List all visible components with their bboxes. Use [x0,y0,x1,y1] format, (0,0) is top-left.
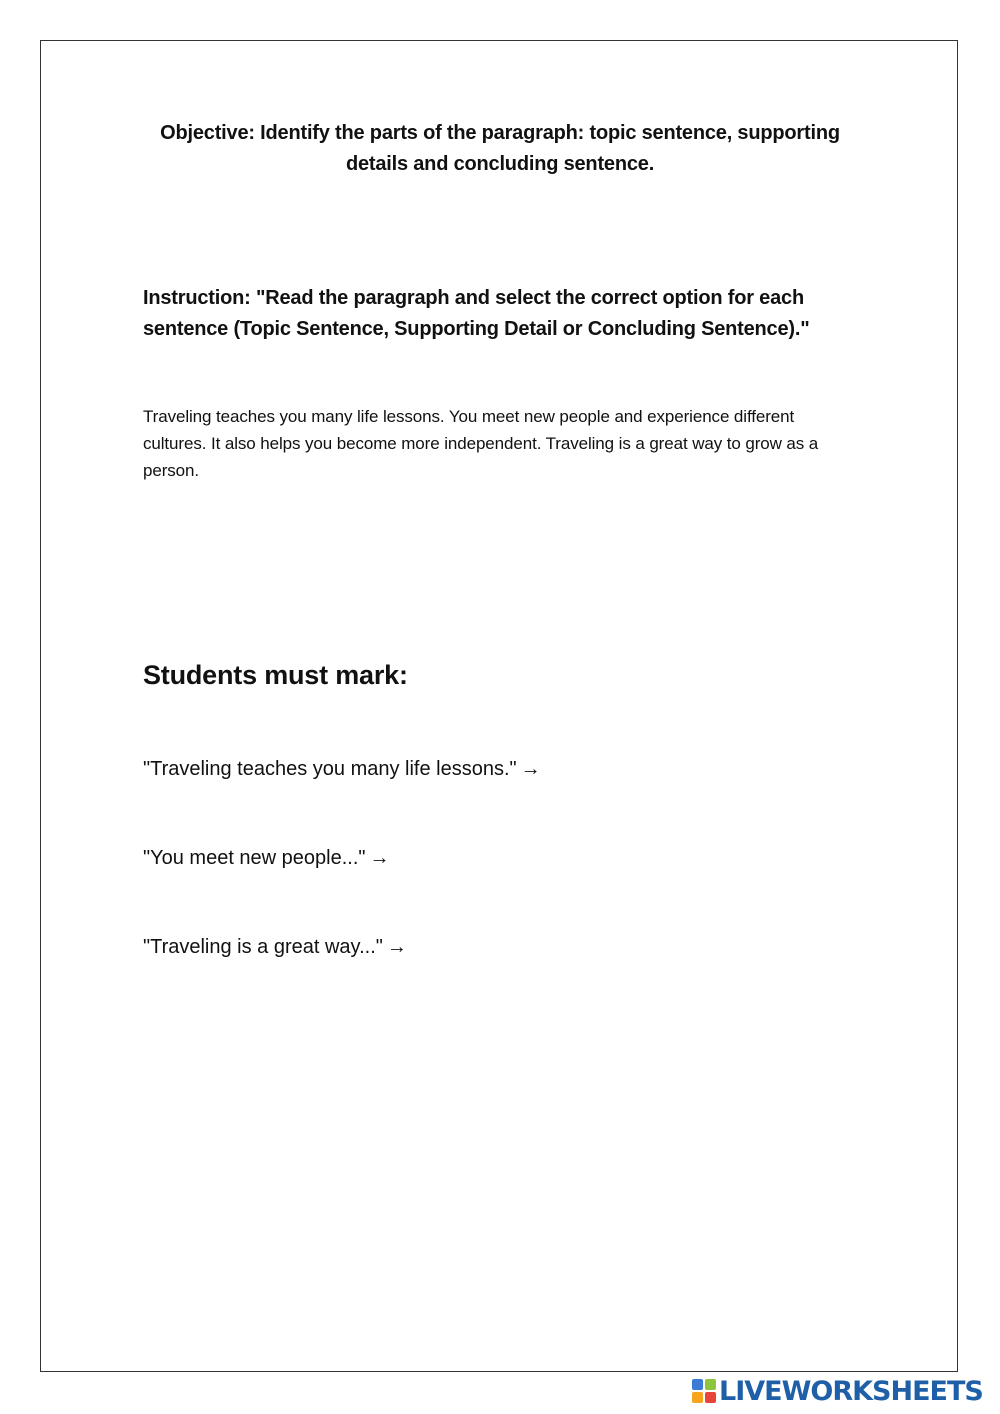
mark-item-sentence: "Traveling teaches you many life lessons." [143,758,517,780]
arrow-right-icon: → [369,847,390,869]
mark-item-sentence: "Traveling is a great way..." [143,936,383,958]
instruction-text: Instruction: "Read the paragraph and select the correct option for each sentence (Topic Sentence, Supporting Detail or Concluding Sentence)." [143,287,810,340]
page-frame [40,40,958,1372]
mark-item-sentence: "You meet new people..." [143,847,366,869]
liveworksheets-logo-icon [692,1379,716,1403]
reading-paragraph: Traveling teaches you many life lessons. You meet new people and experience different cultures. It also helps you become more independent. Traveling is a great way to grow as a person. [143,407,819,480]
arrow-right-icon: → [386,936,407,958]
arrow-right-icon: → [520,758,541,780]
mark-item-concluding [143,932,407,962]
brand-name: LIVEWORKSHEETS [719,1375,983,1407]
liveworksheets-brand[interactable] [692,1375,983,1407]
mark-item-supporting [143,843,390,873]
objective-text: Objective: Identify the parts of the paragraph: topic sentence, supporting details and concluding sentence. [160,122,840,175]
mark-item-topic [143,754,541,784]
students-must-mark-heading: Students must mark: [143,660,408,690]
